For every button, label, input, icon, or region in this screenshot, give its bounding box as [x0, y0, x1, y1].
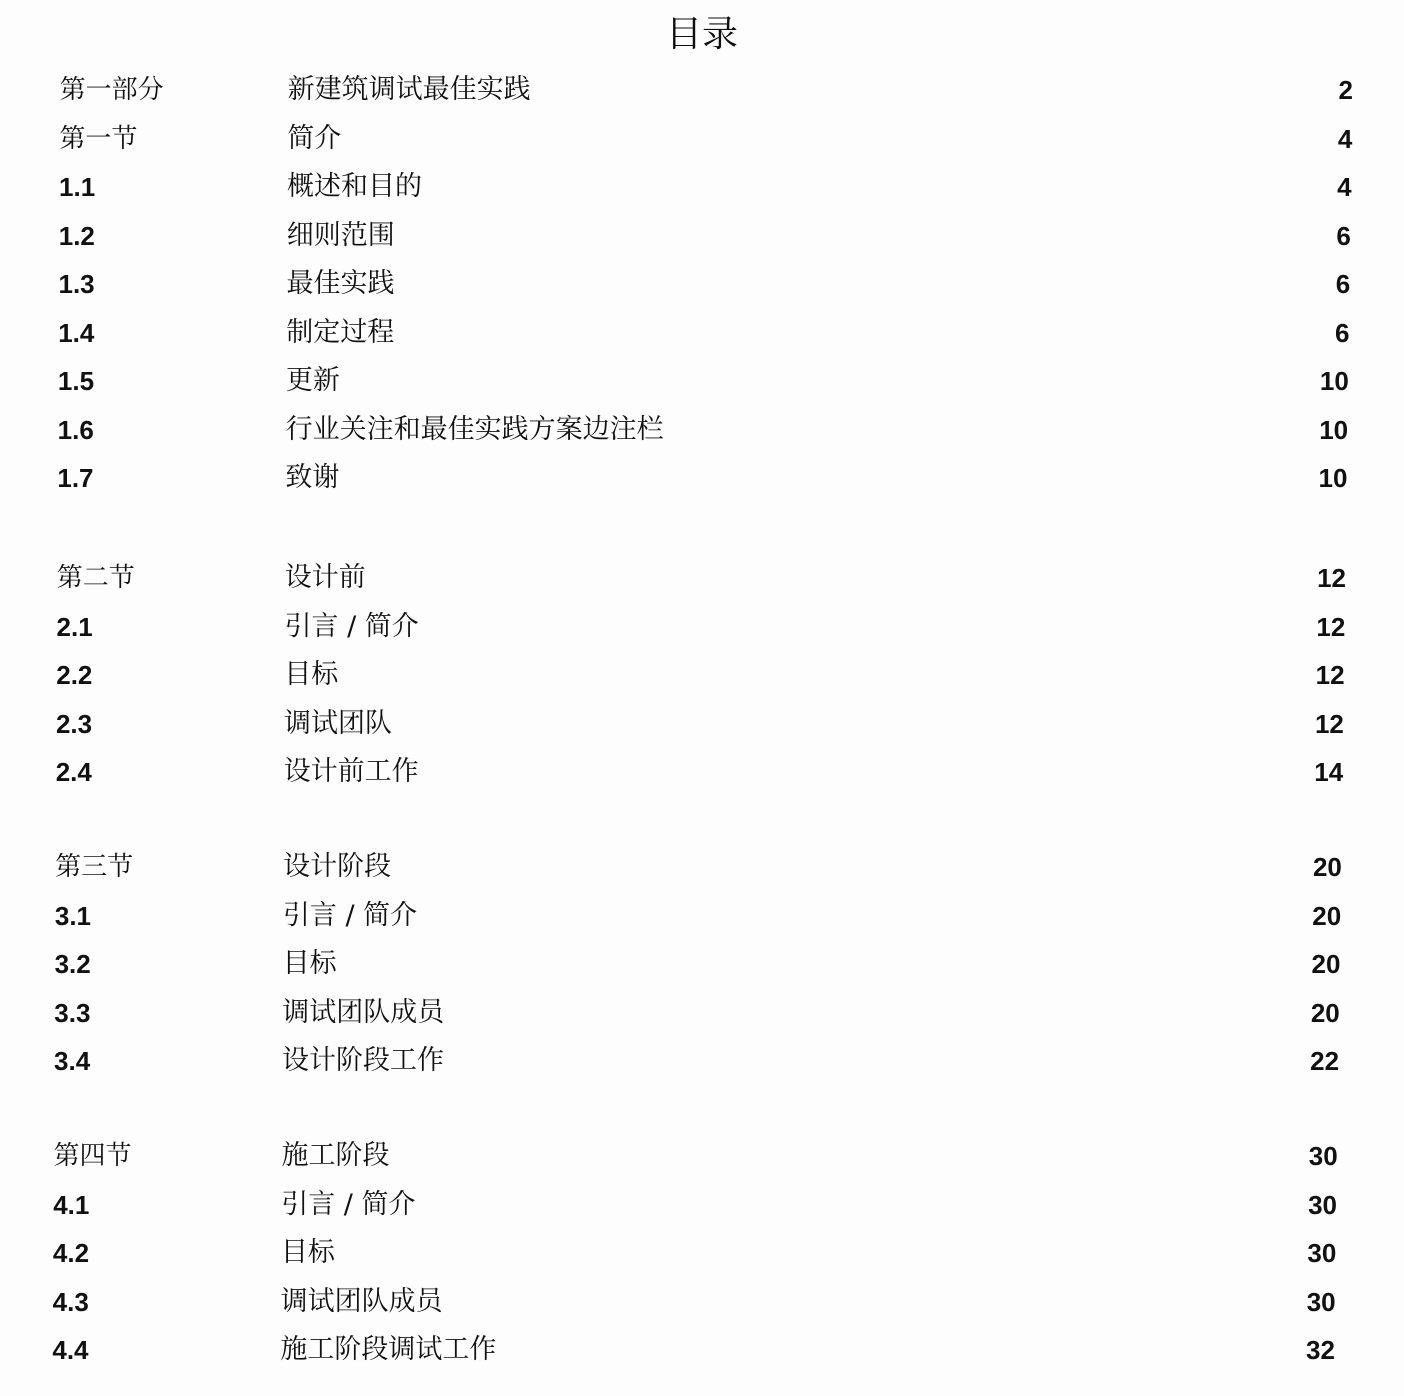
toc-entry-page-number: 6	[1336, 220, 1351, 251]
toc-entry-page-number: 14	[1314, 757, 1344, 787]
toc-entry-title: 行业关注和最佳实践方案边注栏	[285, 413, 664, 445]
toc-entry-page-number: 32	[1306, 1335, 1335, 1365]
toc-entry-number: 1.5	[57, 366, 95, 396]
toc-entry-title: 设计前	[284, 562, 366, 593]
toc-entry-title: 目标	[282, 948, 337, 979]
toc-entry-title: 设计前工作	[283, 756, 419, 787]
toc-entry-number: 第四节	[53, 1141, 132, 1171]
toc-entry-number: 2.4	[55, 757, 92, 787]
toc-entry	[58, 361, 1349, 401]
toc-entry-page-number: 6	[1335, 317, 1350, 348]
toc-entry	[56, 655, 1344, 695]
toc-entry-number: 4.2	[52, 1238, 90, 1268]
toc-entry-page-number: 30	[1306, 1286, 1336, 1317]
toc-entry-page-number: 30	[1308, 1189, 1338, 1220]
toc-entry-number: 3.1	[54, 900, 92, 931]
toc-entry-number: 1.6	[57, 414, 94, 445]
toc-entry-page-number: 22	[1310, 1046, 1340, 1076]
toc-entry-title: 施工阶段	[281, 1140, 390, 1171]
toc-entry-number: 3.2	[54, 949, 91, 979]
toc-entry	[52, 1330, 1335, 1370]
toc-entry-page-number: 12	[1315, 660, 1345, 690]
toc-entry-title: 引言 / 简介	[282, 899, 418, 931]
page-title: 目录	[665, 14, 738, 55]
toc-entry	[60, 70, 1353, 110]
toc-entry	[57, 458, 1347, 498]
toc-entry-number: 4.4	[52, 1335, 89, 1365]
toc-entry-title: 施工阶段调试工作	[280, 1334, 497, 1365]
toc-entry	[54, 993, 1339, 1033]
toc-entry-title: 更新	[285, 365, 340, 396]
toc-entry-title: 致谢	[285, 462, 340, 493]
toc-entry-page-number: 10	[1319, 414, 1349, 445]
toc-entry-title: 调试团队成员	[280, 1285, 443, 1317]
toc-entry-page-number: 12	[1317, 563, 1346, 593]
toc-entry-page-number: 12	[1316, 611, 1346, 642]
toc-entry-title: 设计阶段工作	[282, 1045, 445, 1076]
toc-entry-page-number: 4	[1337, 123, 1353, 154]
toc-entry-number: 第二节	[56, 563, 135, 593]
toc-entry-number: 2.3	[55, 708, 93, 739]
toc-entry	[56, 704, 1344, 744]
toc-entry	[53, 1282, 1336, 1322]
toc-entry-page-number: 2	[1338, 75, 1353, 105]
toc-entry-number: 第一节	[59, 123, 138, 154]
toc-entry-title: 目标	[280, 1237, 335, 1268]
toc-entry	[59, 119, 1352, 159]
toc-entry	[55, 944, 1341, 984]
toc-entry-number: 1.3	[58, 269, 95, 299]
toc-entry-page-number: 12	[1314, 708, 1344, 739]
toc-entry	[57, 607, 1346, 647]
toc-entry	[58, 410, 1348, 450]
toc-entry-page-number: 30	[1307, 1238, 1337, 1268]
toc-entry	[53, 1233, 1336, 1273]
toc-entry-page-number: 4	[1337, 172, 1352, 202]
toc-entry	[59, 216, 1351, 256]
toc-entry-page-number: 6	[1335, 269, 1351, 299]
toc-entry-number: 1.1	[59, 172, 96, 202]
toc-entry-page-number: 20	[1310, 997, 1340, 1028]
toc-entry-title: 制定过程	[286, 316, 395, 348]
toc-entry-title: 引言 / 简介	[284, 610, 419, 642]
toc-entry-number: 1.7	[57, 463, 94, 493]
toc-entry	[59, 167, 1352, 207]
toc-entry-title: 设计阶段	[283, 851, 392, 882]
toc-entry-title: 细则范围	[286, 219, 395, 251]
toc-entry	[54, 1041, 1339, 1081]
toc-entry-page-number: 20	[1311, 949, 1341, 979]
toc-entry	[55, 847, 1342, 887]
toc-entry-title: 新建筑调试最佳实践	[287, 74, 531, 105]
toc-entry-page-number: 20	[1312, 900, 1342, 931]
toc-entry-page-number: 30	[1308, 1141, 1338, 1171]
toc-entry	[53, 1136, 1337, 1176]
toc-entry-page-number: 20	[1312, 852, 1342, 882]
toc-entry-number: 3.4	[54, 1046, 91, 1076]
toc-entry-title: 引言 / 简介	[281, 1188, 416, 1220]
toc-entry-number: 1.4	[58, 317, 95, 348]
toc-entry-number: 3.3	[54, 997, 91, 1028]
toc-entry-page-number: 10	[1319, 366, 1349, 396]
toc-entry-title: 简介	[287, 122, 342, 154]
toc-entry-number: 4.1	[53, 1189, 90, 1220]
toc-entry-number: 2.2	[56, 660, 93, 690]
toc-entry-title: 调试团队成员	[282, 996, 445, 1028]
toc-entry-number: 1.2	[58, 220, 95, 251]
toc-entry-number: 第三节	[55, 852, 134, 882]
toc-entry	[58, 264, 1350, 304]
toc-entry-title: 概述和目的	[287, 171, 423, 202]
toc-entry-number: 2.1	[56, 611, 93, 642]
toc-entry-number: 第一部分	[59, 75, 164, 105]
toc-entry	[55, 896, 1341, 936]
toc-entry	[56, 752, 1344, 792]
toc-entry-title: 调试团队	[283, 707, 392, 739]
toc-entry	[57, 558, 1346, 598]
toc-entry-number: 4.3	[52, 1286, 89, 1317]
toc-entry-title: 目标	[284, 659, 339, 690]
toc-entry-page-number: 10	[1318, 463, 1348, 493]
toc-entry	[53, 1185, 1337, 1225]
toc-entry	[58, 313, 1349, 353]
toc-entry-title: 最佳实践	[286, 268, 395, 299]
